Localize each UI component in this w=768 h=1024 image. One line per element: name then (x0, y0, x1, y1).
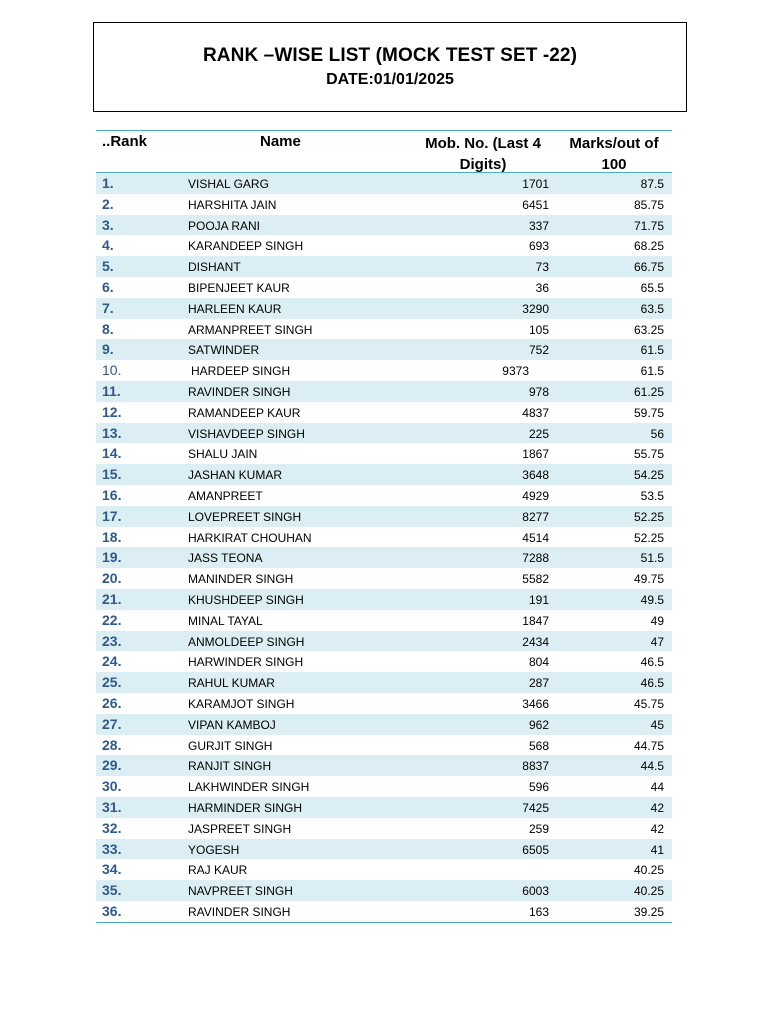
name-cell: RAVINDER SINGH (188, 384, 291, 399)
name-cell: RAVINDER SINGH (188, 904, 291, 919)
mobile-cell: 7425 (522, 800, 549, 815)
mobile-cell: 6003 (522, 884, 549, 899)
marks-cell: 47 (650, 634, 664, 649)
mobile-cell: 2434 (522, 634, 549, 649)
rank-cell: 11. (102, 382, 121, 399)
mobile-cell: 36 (535, 280, 549, 295)
rank-cell: 34. (102, 861, 122, 878)
table-row (96, 256, 672, 277)
mobile-cell: 4929 (522, 488, 549, 503)
marks-cell: 71.75 (633, 218, 664, 233)
rank-cell: 32. (102, 819, 122, 836)
mobile-cell: 105 (528, 322, 549, 337)
table-row (96, 319, 672, 340)
table-row (96, 298, 672, 319)
table-row (96, 568, 672, 589)
mobile-cell: 752 (528, 343, 549, 358)
name-cell: JASHAN KUMAR (188, 468, 283, 483)
mobile-cell: 1867 (522, 447, 549, 462)
table-row (96, 818, 672, 839)
table-row (96, 547, 672, 568)
table-row (96, 735, 672, 756)
mobile-cell: 568 (528, 738, 549, 753)
table-row (96, 277, 672, 298)
rank-cell: 36. (102, 902, 122, 919)
rank-cell: 5. (102, 258, 114, 275)
mobile-cell: 4837 (522, 405, 549, 420)
table-row (96, 506, 672, 527)
marks-cell: 39.25 (633, 904, 664, 919)
marks-cell: 45.75 (633, 696, 664, 711)
rank-cell: 13. (102, 424, 122, 441)
rank-cell: 1. (102, 175, 114, 191)
marks-cell: 61.25 (633, 384, 664, 399)
rank-cell: 35. (102, 882, 122, 899)
marks-cell: 52.25 (633, 509, 664, 524)
name-cell: HARLEEN KAUR (188, 301, 282, 316)
marks-cell: 61.5 (640, 364, 664, 379)
mobile-cell: 1701 (522, 177, 549, 191)
name-cell: AMANPREET (188, 488, 263, 503)
mobile-cell: 9373 (502, 364, 529, 379)
name-cell: RANJIT SINGH (188, 759, 272, 774)
table-row (96, 610, 672, 631)
name-cell: BIPENJEET KAUR (188, 280, 290, 295)
rank-cell: 2. (102, 195, 114, 212)
mobile-cell: 1847 (522, 613, 549, 628)
rank-cell: 26. (102, 694, 122, 711)
table-row (96, 215, 672, 236)
name-cell: MINAL TAYAL (188, 613, 263, 628)
table-row (96, 631, 672, 652)
title-box (93, 22, 687, 112)
mobile-cell: 163 (528, 904, 549, 919)
rank-cell: 25. (102, 674, 122, 691)
name-cell: HARSHITA JAIN (188, 197, 277, 212)
mobile-cell: 5582 (522, 572, 549, 587)
mobile-cell: 804 (528, 655, 549, 670)
table-row (96, 651, 672, 672)
mobile-cell: 259 (528, 821, 549, 836)
table-row (96, 194, 672, 215)
table-row (96, 235, 672, 256)
marks-cell: 56 (650, 426, 664, 441)
name-cell: VISHAVDEEP SINGH (188, 426, 305, 441)
marks-cell: 54.25 (633, 468, 664, 483)
table-row (96, 901, 672, 922)
name-cell: KHUSHDEEP SINGH (188, 592, 304, 607)
rank-cell: 20. (102, 570, 122, 587)
mobile-cell: 596 (528, 780, 549, 795)
mobile-cell: 6451 (522, 197, 549, 212)
name-cell: HARWINDER SINGH (188, 655, 304, 670)
name-cell: POOJA RANI (188, 218, 261, 233)
rank-cell: 14. (102, 445, 122, 462)
rank-cell: 21. (102, 590, 122, 607)
marks-cell: 55.75 (633, 447, 664, 462)
marks-cell: 68.25 (633, 239, 664, 254)
name-cell: RAJ KAUR (188, 863, 248, 878)
table-row (96, 672, 672, 693)
rank-cell: 33. (102, 840, 122, 857)
marks-cell: 87.5 (640, 177, 664, 191)
marks-cell: 45 (650, 717, 664, 732)
rank-cell: 24. (102, 653, 122, 670)
table-row (96, 360, 672, 381)
rank-cell: 18. (102, 528, 122, 545)
rank-cell: 29. (102, 757, 122, 774)
rank-cell: 8. (102, 320, 114, 337)
table-bottom-rule (96, 922, 672, 923)
mobile-cell: 8837 (522, 759, 549, 774)
table-body (96, 173, 672, 922)
table-row (96, 423, 672, 444)
marks-cell: 44 (650, 780, 664, 795)
name-cell: GURJIT SINGH (188, 738, 273, 753)
name-cell: VISHAL GARG (188, 177, 269, 191)
marks-cell: 85.75 (633, 197, 664, 212)
table-row (96, 859, 672, 880)
marks-cell: 49.75 (633, 572, 664, 587)
mobile-cell: 8277 (522, 509, 549, 524)
rank-cell: 27. (102, 715, 122, 732)
rank-cell: 17. (102, 507, 122, 524)
mobile-cell: 6505 (522, 842, 549, 857)
table-row (96, 527, 672, 548)
header-rank: ..Rank (102, 133, 148, 150)
marks-cell: 40.25 (633, 884, 664, 899)
mobile-cell: 4514 (522, 530, 549, 545)
rank-cell: 12. (102, 403, 122, 420)
rank-cell: 30. (102, 778, 122, 795)
header-mobile: Mob. No. (Last 4 Digits) (425, 135, 541, 173)
marks-cell: 51.5 (640, 551, 664, 566)
table-row (96, 464, 672, 485)
header-name: Name (260, 133, 301, 150)
name-cell: YOGESH (188, 842, 240, 857)
marks-cell: 49 (650, 613, 664, 628)
name-cell: LAKHWINDER SINGH (188, 780, 310, 795)
name-cell: SHALU JAIN (188, 447, 258, 462)
marks-cell: 40.25 (633, 863, 664, 878)
name-cell: NAVPREET SINGH (188, 884, 293, 899)
name-cell: JASPREET SINGH (188, 821, 292, 836)
marks-cell: 61.5 (640, 343, 664, 358)
rank-cell: 23. (102, 632, 122, 649)
name-cell: HARDEEP SINGH (191, 364, 291, 379)
rank-cell: 4. (102, 237, 114, 254)
rank-cell: 7. (102, 299, 114, 316)
mobile-cell: 225 (528, 426, 549, 441)
rank-cell: 28. (102, 736, 122, 753)
name-cell: RAMANDEEP KAUR (188, 405, 301, 420)
mobile-cell: 3290 (522, 301, 549, 316)
page-title: RANK –WISE LIST (MOCK TEST SET -22) (202, 45, 578, 66)
marks-cell: 66.75 (633, 260, 664, 275)
name-cell: KARANDEEP SINGH (188, 239, 304, 254)
table-row (96, 589, 672, 610)
rank-cell: 10. (102, 362, 122, 379)
name-cell: KARAMJOT SINGH (188, 696, 295, 711)
marks-cell: 49.5 (640, 592, 664, 607)
table-row (96, 381, 672, 402)
name-cell: HARMINDER SINGH (188, 800, 303, 815)
name-cell: MANINDER SINGH (188, 572, 294, 587)
name-cell: LOVEPREET SINGH (188, 509, 302, 524)
rank-cell: 9. (102, 341, 114, 358)
table-row (96, 839, 672, 860)
marks-cell: 46.5 (640, 676, 664, 691)
table-row (96, 402, 672, 423)
rank-cell: 16. (102, 486, 122, 503)
marks-cell: 41 (650, 842, 664, 857)
marks-cell: 63.5 (640, 301, 664, 316)
marks-cell: 65.5 (640, 280, 664, 295)
mobile-cell: 962 (528, 717, 549, 732)
table-row (96, 755, 672, 776)
marks-cell: 42 (650, 821, 664, 836)
table-row (96, 339, 672, 360)
name-cell: SATWINDER (188, 343, 260, 358)
marks-cell: 44.5 (640, 759, 664, 774)
marks-cell: 42 (650, 800, 664, 815)
marks-cell: 63.25 (633, 322, 664, 337)
mobile-cell: 337 (528, 218, 549, 233)
rank-cell: 3. (102, 216, 114, 233)
rank-cell: 31. (102, 798, 122, 815)
table-row (96, 776, 672, 797)
name-cell: ARMANPREET SINGH (188, 322, 313, 337)
mobile-cell: 3648 (522, 468, 549, 483)
rank-cell: 19. (102, 549, 122, 566)
marks-cell: 59.75 (633, 405, 664, 420)
marks-cell: 52.25 (633, 530, 664, 545)
mobile-cell: 3466 (522, 696, 549, 711)
name-cell: ANMOLDEEP SINGH (188, 634, 305, 649)
name-cell: RAHUL KUMAR (188, 676, 275, 691)
mobile-cell: 7288 (522, 551, 549, 566)
rank-cell: 6. (102, 278, 114, 295)
marks-cell: 46.5 (640, 655, 664, 670)
mobile-cell: 693 (528, 239, 549, 254)
header-marks: Marks/out of 100 (569, 135, 659, 173)
name-cell: DISHANT (188, 260, 241, 275)
rank-cell: 15. (102, 466, 122, 483)
marks-cell: 53.5 (640, 488, 664, 503)
mobile-cell: 73 (535, 260, 549, 275)
mobile-cell: 191 (528, 592, 549, 607)
table-row (96, 714, 672, 735)
rank-table (96, 130, 672, 923)
table-row (96, 797, 672, 818)
table-row (96, 880, 672, 901)
rank-cell: 22. (102, 611, 122, 628)
marks-cell: 44.75 (633, 738, 664, 753)
table-header (96, 130, 672, 173)
page-date: DATE:01/01/2025 (326, 71, 454, 88)
name-cell: JASS TEONA (188, 551, 263, 566)
name-cell: HARKIRAT CHOUHAN (188, 530, 312, 545)
table-row (96, 485, 672, 506)
table-row (96, 173, 672, 194)
mobile-cell: 287 (528, 676, 549, 691)
mobile-cell: 978 (528, 384, 549, 399)
name-cell: VIPAN KAMBOJ (188, 717, 276, 732)
table-row (96, 443, 672, 464)
table-row (96, 693, 672, 714)
